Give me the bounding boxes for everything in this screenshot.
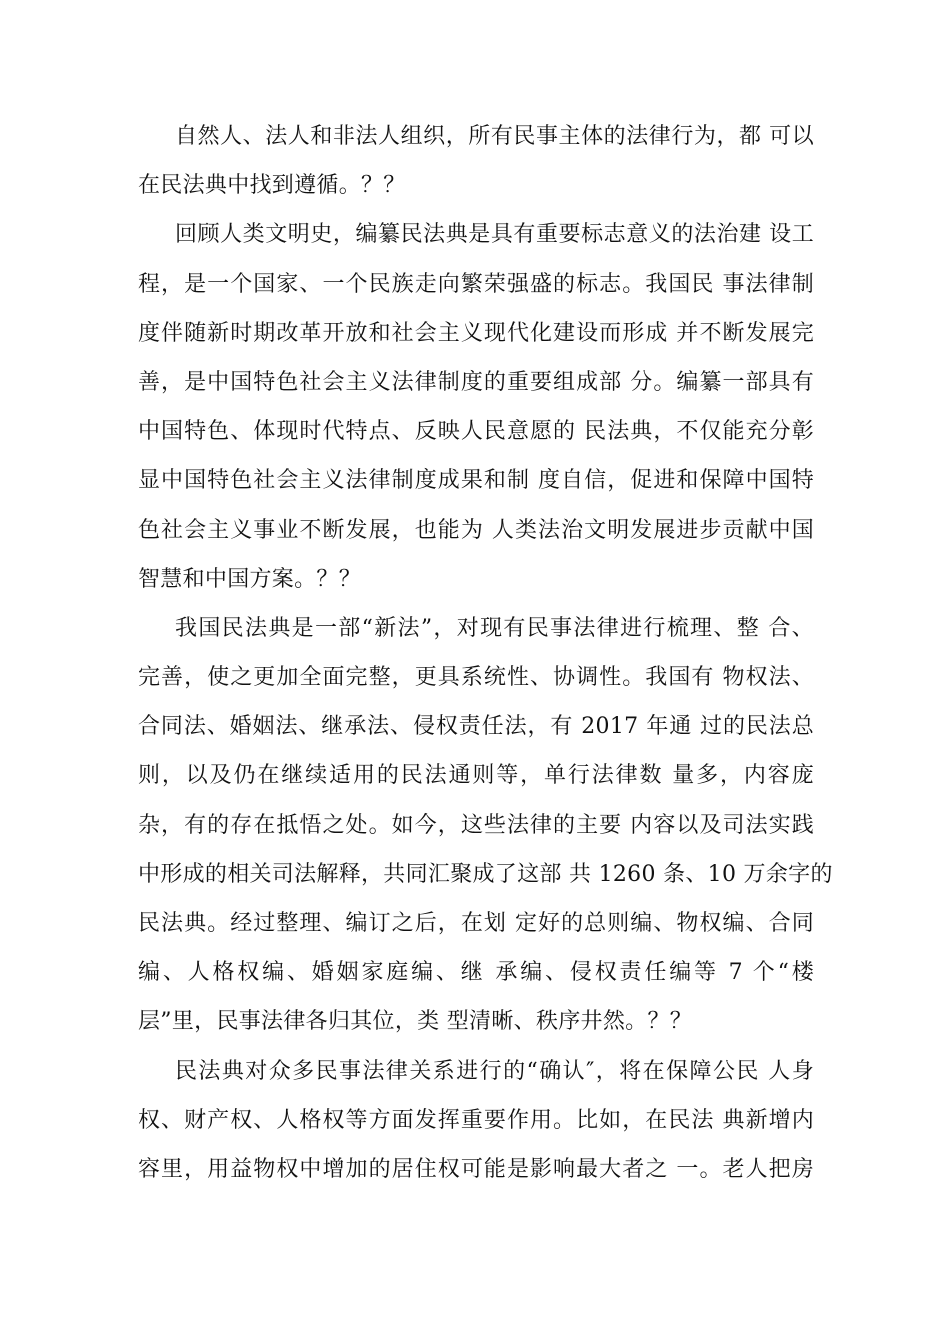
text-line: 善，是中国特色社会主义法律制度的重要组成部 分。编纂一部具有 — [138, 369, 814, 395]
text-line: 杂，有的存在抵悟之处。如今，这些法律的主要 内容以及司法实践 — [138, 812, 814, 838]
text-line: 合同法、婚姻法、继承法、侵权责任法，有 2017 年通 过的民法总 — [138, 714, 814, 740]
text-line: 编、人格权编、婚姻家庭编、继 承编、侵权责任编等 7 个“楼 — [138, 960, 814, 986]
text-line: 容里，用益物权中增加的居住权可能是影响最大者之 一。老人把房 — [138, 1156, 814, 1182]
text-line: 度伴随新时期改革开放和社会主义现代化建设而形成 并不断发展完 — [138, 320, 814, 346]
text-line: 权、财产权、人格权等方面发挥重要作用。比如，在民法 典新增内 — [138, 1107, 814, 1133]
text-line: 程，是一个国家、一个民族走向繁荣强盛的标志。我国民 事法律制 — [138, 271, 814, 297]
text-line: 回顾人类文明史，编纂民法典是具有重要标志意义的法治建 设工 — [175, 222, 814, 248]
text-line: 色社会主义事业不断发展，也能为 人类法治文明发展进步贡献中国 — [138, 517, 814, 543]
text-line: 我国民法典是一部“新法”，对现有民事法律进行梳理、整 合、 — [175, 615, 814, 641]
text-line: 则，以及仍在继续适用的民法通则等，单行法律数 量多，内容庞 — [138, 763, 814, 789]
text-line: 智慧和中国方案。？？ — [138, 566, 362, 592]
paragraph-4 — [138, 1047, 814, 1195]
text-line: 在民法典中找到遵循。？？ — [138, 173, 406, 199]
text-line: 民法典。经过整理、编订之后，在划 定好的总则编、物权编、合同 — [138, 911, 814, 936]
paragraph-2 — [138, 210, 814, 604]
text-line: 民法典对众多民事法律关系进行的“确认″，将在保障公民 人身 — [175, 1058, 814, 1084]
text-line: 中国特色、体现时代特点、反映人民意愿的 民法典，不仅能充分彰 — [138, 419, 814, 445]
paragraph-1 — [138, 112, 814, 210]
text-line: 自然人、法人和非法人组织，所有民事主体的法律行为，都 可以 — [175, 124, 814, 149]
text-line: 完善，使之更加全面完整，更具系统性、协调性。我国有 物权法、 — [138, 665, 814, 691]
paragraph-3 — [138, 604, 833, 1047]
text-line: 中形成的相关司法解释，共同汇聚成了这部 共 1260 条、10 万余字的 — [138, 861, 833, 887]
text-line: 显中国特色社会主义法律制度成果和制 度自信，促进和保障中国特 — [138, 468, 814, 494]
body-text — [138, 112, 833, 1194]
text-line: 层”里，民事法律各归其位，类 型清晰、秩序井然。？？ — [138, 1009, 693, 1035]
